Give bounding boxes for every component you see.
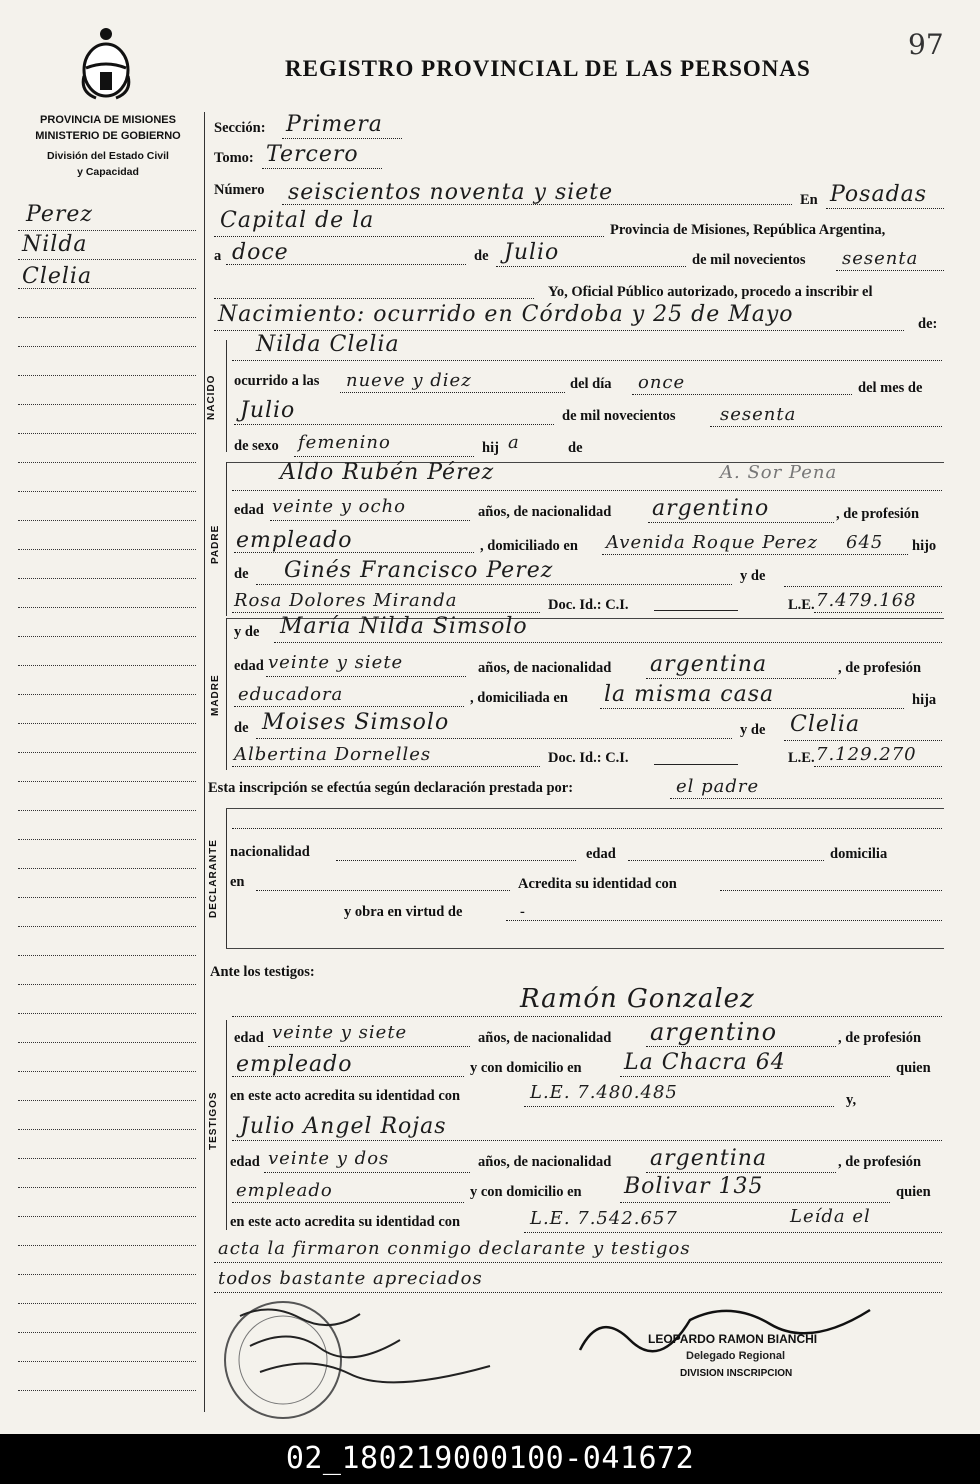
numero-value: seiscientos noventa y siete [288,180,614,205]
margin-rule [18,1274,196,1275]
margin-rule [18,346,196,347]
margin-rule [18,1303,196,1304]
officer-name: LEOPARDO RAMON BIANCHI [648,1332,818,1346]
margin-name-second: Clelia [22,264,93,289]
abuelo-paterno-value: Ginés Francisco Perez [284,558,554,583]
anio-label: de mil novecientos [692,252,806,268]
margin-rule [18,462,196,463]
margin-rule [18,1100,196,1101]
cierre-3: todos bastante apreciados [218,1268,483,1289]
del-dia-label: del día [570,376,612,392]
margin-rule [18,1216,196,1217]
division-label: División del Estado Civil [47,150,169,162]
margin-rule [18,607,196,608]
padre-nombre: Aldo Rubén Pérez [280,460,495,485]
numero-label: Número [214,182,265,198]
margin-rule [18,375,196,376]
margin-rule [18,723,196,724]
margin-rule [18,1013,196,1014]
page-number: 97 [908,28,944,61]
testigos-ante-label: Ante los testigos: [210,964,315,980]
margin-rule [18,868,196,869]
footer-code: 02_180219000100-041672 [0,1434,980,1484]
margin-rule [18,1332,196,1333]
t1-nac-label: años, de nacionalidad [478,1030,612,1046]
padre-firma-marginal: A. Sor Pena [720,462,838,483]
padre-edad-value: veinte y ocho [272,496,407,517]
t2-acr-label: en este acto acredita su identidad con [230,1214,461,1230]
en-label: En [800,192,818,208]
nacido-dia-value: once [638,372,686,393]
madre-domicilio-value: la misma casa [604,682,775,707]
inscribir-value: Nacimiento: ocurrido en Córdoba y 25 de Mayo [218,302,794,327]
seccion-value: Primera [286,112,383,137]
de-colon-label: de: [918,316,938,332]
mes-value: Julio [504,240,560,265]
padre-le-value: 7.479.168 [816,590,917,611]
padre-domicilio-value: Avenida Roque Perez [606,532,818,553]
declarante-obra-value: - [520,904,525,920]
declaracion-label: Esta inscripción se efectúa según declaración prestada por: [208,780,574,796]
padre-profesion-value: empleado [236,528,353,553]
margin-rule [18,1187,196,1188]
abuela-paterna-value: Rosa Dolores Miranda [234,590,458,611]
madre-y-de-label: y de [234,624,260,640]
coat-of-arms-seal [78,24,134,104]
margin-rule [18,897,196,898]
declarante-acredita-label: Acredita su identidad con [518,876,677,892]
de-label: de [474,248,489,264]
officer-role: Delegado Regional [686,1350,786,1362]
padre-nacionalidad-value: argentino [652,496,770,521]
madre-nacionalidad-value: argentina [650,652,768,677]
padre-dom-label: , domiciliado en [480,538,578,554]
testigo1-nombre: Ramón Gonzalez [520,984,755,1014]
document-title: REGISTRO PROVINCIAL DE LAS PERSONAS [285,56,811,81]
section-testigos-label: TESTIGOS [208,1091,219,1150]
margin-rule [18,926,196,927]
abuelo-materno-value: Moises Simsolo [262,710,450,735]
ocurrido-label: ocurrido a las [234,373,320,389]
margin-rule [18,404,196,405]
ministry-label: MINISTERIO DE GOBIERNO [35,130,181,142]
t1-nac-value: argentino [650,1018,778,1046]
abuela-materna-value: Clelia [790,712,861,737]
section-nacido-label: NACIDO [206,374,217,420]
testigo2-nombre: Julio Angel Rojas [240,1114,447,1139]
section-padre-label: PADRE [210,524,221,564]
dia-value: doce [232,240,289,265]
t2-edad-value: veinte y dos [268,1148,390,1169]
t1-quien-label: quien [896,1060,931,1076]
madre-edad-label: edad [234,658,264,674]
madre-prof-label: , de profesión [838,660,922,676]
capital-value: Capital de la [220,208,375,233]
abuela-materna-apellido: Albertina Dornelles [234,744,432,765]
padre-prof-label: , de profesión [836,506,920,522]
t1-y-label: y, [846,1092,857,1108]
margin-rule [18,636,196,637]
t2-nac-value: argentina [650,1146,768,1171]
madre-profesion-value: educadora [238,684,344,705]
tomo-label: Tomo: [214,150,254,166]
margin-rule [18,549,196,550]
declarante-edad-label: edad [586,846,616,862]
section-declarante-label: DECLARANTE [208,839,219,918]
hij-value: a [508,432,520,453]
madre-le-value: 7.129.270 [816,744,917,765]
t1-edad-value: veinte y siete [272,1022,408,1043]
madre-y-de2-label: y de [740,722,766,738]
margin-rule [18,520,196,521]
t1-acr-value: L.E. 7.480.485 [530,1082,678,1103]
t2-nac-label: años, de nacionalidad [478,1154,612,1170]
margin-rule [18,1361,196,1362]
t2-dom-label: y con domicilio en [470,1184,582,1200]
en-value: Posadas [830,182,928,207]
margin-rule [18,433,196,434]
a-label: a [214,248,222,264]
declarante-nac-label: nacionalidad [230,844,310,860]
margin-rule [18,1042,196,1043]
margin-rule [18,984,196,985]
margin-rule [18,1245,196,1246]
oficial-text: Yo, Oficial Público autorizado, procedo a inscribir el [548,284,873,300]
madre-doc-label: Doc. Id.: C.I. [548,750,629,766]
padre-domicilio-numero: 645 [846,532,884,553]
madre-hija-label: hija [912,692,937,708]
madre-nombre: María Nilda Simsolo [280,614,528,639]
margin-rule [18,1071,196,1072]
madre-de-label: de [234,720,249,736]
witness-signatures [230,1296,530,1396]
nacido-mes-value: Julio [240,398,296,423]
t2-edad-label: edad [230,1154,260,1170]
margin-rule [18,781,196,782]
tomo-value: Tercero [266,142,359,167]
t1-prof-label: , de profesión [838,1030,922,1046]
t2-prof-value: empleado [236,1180,333,1201]
padre-le-label: L.E. [788,597,815,613]
madre-nac-label: años, de nacionalidad [478,660,612,676]
margin-rule [18,1158,196,1159]
sexo-value: femenino [298,432,391,453]
provincia-text: Provincia de Misiones, República Argentina, [610,222,886,238]
madre-le-label: L.E. [788,750,815,766]
cierre-1: Leída el [790,1206,871,1227]
padre-nac-label: años, de nacionalidad [478,504,612,520]
margin-rule [18,1129,196,1130]
margin-rule [18,491,196,492]
officer-stamp: DIVISION INSCRIPCION [680,1368,793,1379]
declaracion-value: el padre [676,776,760,797]
declarante-dom-label: domicilia [830,846,888,862]
del-mes-label: del mes de [858,380,923,396]
nacido-nombre: Nilda Clelia [256,332,400,357]
margin-rule [18,1390,196,1391]
nacido-anio-value: sesenta [720,404,797,425]
padre-edad-label: edad [234,502,264,518]
cierre-2: acta la firmaron conmigo declarante y testigos [218,1238,691,1259]
t1-prof-value: empleado [236,1052,353,1077]
padre-y-de-label: y de [740,568,766,584]
t1-edad-label: edad [234,1030,264,1046]
nacido-de-label: de [568,440,583,456]
padre-de-label: de [234,566,249,582]
hora-value: nueve y diez [346,370,472,391]
t2-dom-value: Bolivar 135 [624,1174,764,1199]
padre-hijo-label: hijo [912,538,937,554]
margin-rule [18,259,196,260]
margin-rule [18,752,196,753]
margin-rule [18,694,196,695]
margin-rule [18,839,196,840]
margin-name-first: Nilda [22,232,88,257]
t2-quien-label: quien [896,1184,931,1200]
hij-label: hij [482,440,499,456]
province-label: PROVINCIA DE MISIONES [40,114,176,126]
nacido-anio-label: de mil novecientos [562,408,676,424]
margin-rule [18,317,196,318]
t1-acr-label: en este acto acredita su identidad con [230,1088,461,1104]
section-madre-label: MADRE [210,674,221,716]
t2-prof-label: , de profesión [838,1154,922,1170]
seccion-label: Sección: [214,120,266,136]
madre-edad-value: veinte y siete [268,652,404,673]
margin-name-surname: Perez [26,202,93,227]
declarante-en-label: en [230,874,245,890]
margin-rule [18,810,196,811]
margin-rule [18,665,196,666]
t1-dom-value: La Chacra 64 [624,1050,786,1075]
margin-rule [18,955,196,956]
capacity-label: y Capacidad [77,166,139,178]
t1-dom-label: y con domicilio en [470,1060,582,1076]
margin-rule [18,288,196,289]
sexo-label: de sexo [234,438,279,454]
t2-acr-value: L.E. 7.542.657 [530,1208,678,1229]
declarante-obra-label: y obra en virtud de [344,904,463,920]
anio-value: sesenta [842,248,919,269]
madre-dom-label: , domiciliada en [470,690,568,706]
margin-rule [18,230,196,231]
margin-rule [18,578,196,579]
padre-doc-label: Doc. Id.: C.I. [548,597,629,613]
